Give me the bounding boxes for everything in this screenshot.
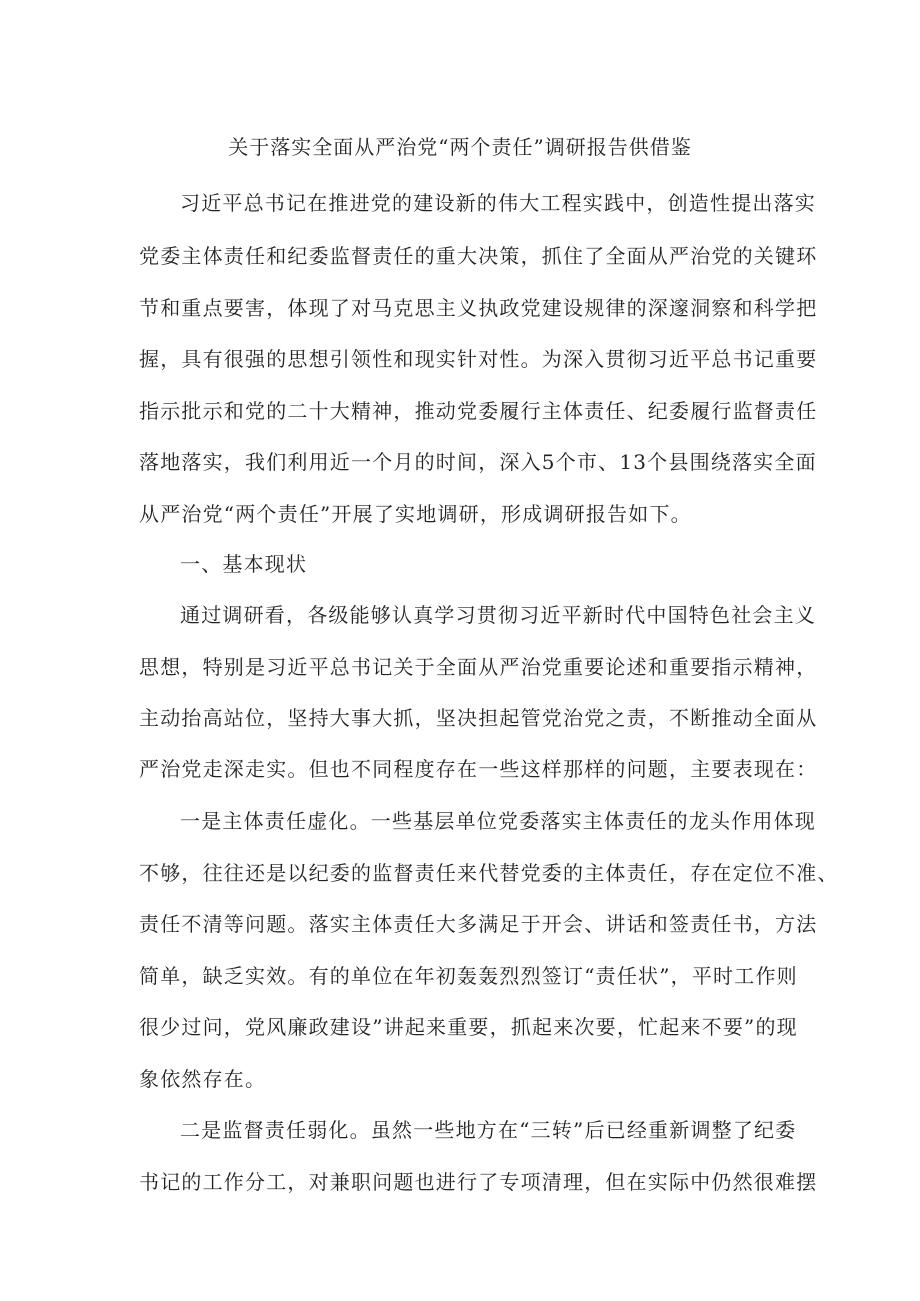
problem1-line: 不够，往往还是以纪委的监督责任来代替党委的主体责任，存在定位不准、 (139, 861, 839, 885)
problem1-line: 一是主体责任虚化。一些基层单位党委落实主体责任的龙头作用体现 (180, 809, 816, 833)
intro-line: 节和重点要害，体现了对马克思主义执政党建设规律的深邃洞察和科学把 (139, 296, 818, 320)
section1-line: 通过调研看，各级能够认真学习贯彻习近平新时代中国特色社会主义 (180, 603, 816, 627)
problem1-line: 简单，缺乏实效。有的单位在年初轰轰烈烈签订“责任状”，平时工作则 (139, 964, 798, 988)
intro-line: 党委主体责任和纪委监督责任的重大决策，抓住了全面从严治党的关键环 (139, 244, 818, 268)
intro-line: 指示批示和党的二十大精神，推动党委履行主体责任、纪委履行监督责任 (139, 399, 818, 423)
section1-line: 主动抬高站位，坚持大事大抓，坚决担起管党治党之责，不断推动全面从 (139, 706, 818, 730)
problem1-line: 责任不清等问题。落实主体责任大多满足于开会、讲话和签责任书，方法 (139, 912, 818, 936)
document-title: 关于落实全面从严治党“两个责任”调研报告供借鉴 (228, 135, 692, 159)
section1-line: 严治党走深走实。但也不同程度存在一些这样那样的问题，主要表现在： (139, 757, 818, 781)
problem2-line: 书记的工作分工，对兼职问题也进行了专项清理，但在实际中仍然很难摆 (139, 1170, 818, 1194)
problem2-line: 二是监督责任弱化。虽然一些地方在“三转”后已经重新调整了纪委 (180, 1118, 797, 1142)
problem1-line: 很少过问，党风廉政建设”讲起来重要，抓起来次要，忙起来不要”的现 (139, 1015, 798, 1039)
intro-line: 习近平总书记在推进党的建设新的伟大工程实践中，创造性提出落实 (180, 191, 816, 215)
section-heading: 一、基本现状 (180, 552, 308, 576)
problem1-line: 象依然存在。 (139, 1067, 267, 1091)
intro-line: 落地落实，我们利用近一个月的时间，深入5个市、13个县围绕落实全面 (139, 450, 817, 474)
intro-line: 握，具有很强的思想引领性和现实针对性。为深入贯彻习近平总书记重要 (139, 347, 818, 371)
section1-line: 思想，特别是习近平总书记关于全面从严治党重要论述和重要指示精神， (139, 655, 818, 679)
intro-line: 从严治党“两个责任”开展了实地调研，形成调研报告如下。 (139, 502, 692, 526)
